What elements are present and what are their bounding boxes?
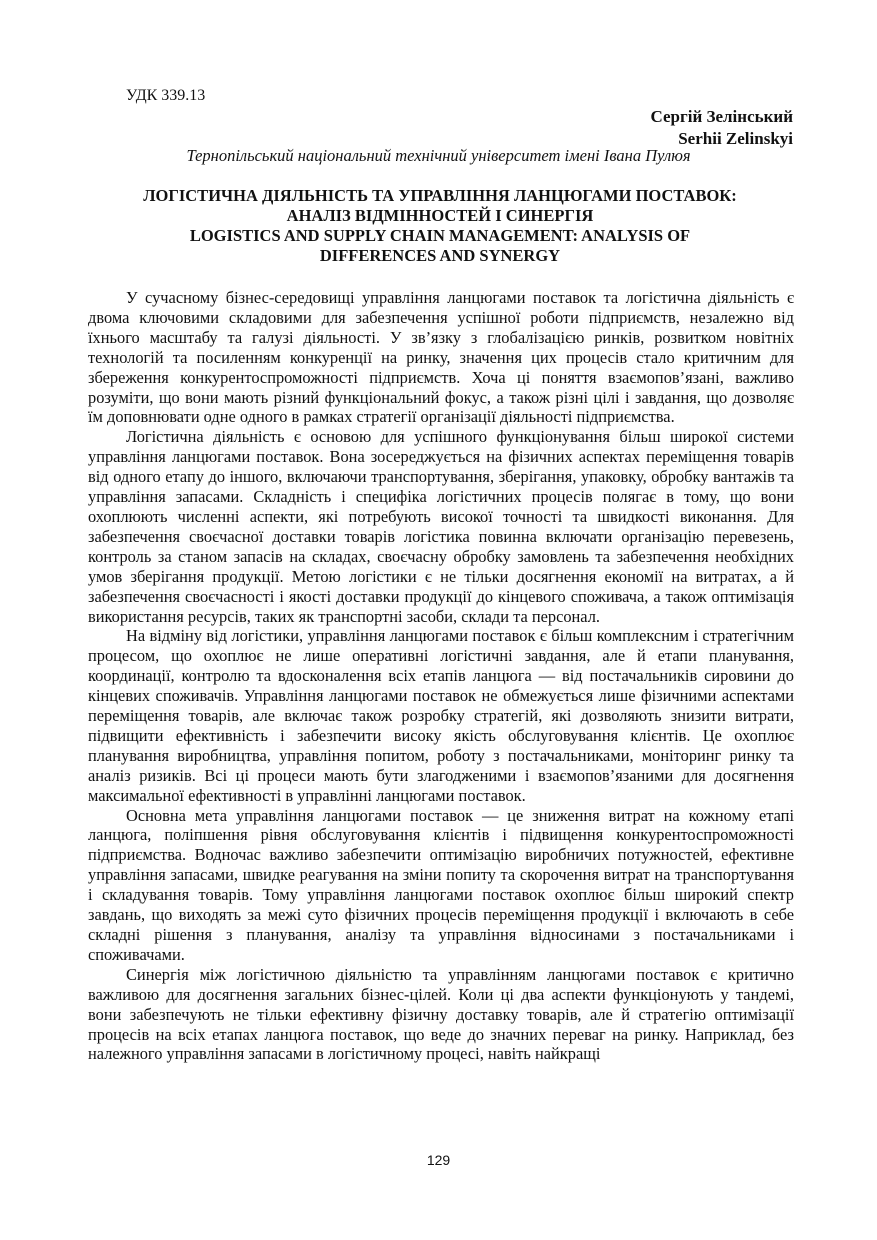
body-paragraph-2: Логістична діяльність є основою для успішного функціонування більш широкої системи управління ланцюгами поставок. Вона зосереджується на фізичних аспектах переміщення товарів від одного етапу до іншого, включаючи транспортування, зберігання, упаковку, обробку вантажів та управління запасами. Складність і специфіка логістичних процесів полягає в тому, що вони охоплюють численні аспекти, які потребують високої точності та швидкості виконання. Для забезпечення своєчасної доставки товарів логістика повинна включати організацію перевезень, контроль за станом запасів на складах, своєчасну обробку замовлень та забезпечення необхідних умов зберігання продукції. Метою логістики є не тільки досягнення економії на витратах, а й забезпечення своєчасності і якості доставки продукції до кінцевого споживача, а також оптимізація використання ресурсів, таких як транспортні засоби, склади та персонал. bbox=[88, 427, 794, 626]
title-line-2: АНАЛІЗ ВІДМІННОСТЕЙ І СИНЕРГІЯ bbox=[286, 206, 594, 225]
body-paragraph-4: Основна мета управління ланцюгами поставок — це зниження витрат на кожному етапі ланцюга, поліпшення рівня обслуговування клієнтів і підвищення конкурентоспроможності підприємства. Водночас важливо забезпечити оптимізацію виробничих потужностей, ефективне управління запасами, швидке реагування на зміни попиту та скорочення витрат на транспортування і складування товарів. Тому управління ланцюгами поставок охоплює більш широкий спектр завдань, що виходять за межі суто фізичних процесів переміщення продукції і включають в себе складні рішення з планування, аналізу та управління відносинами з постачальниками і споживачами. bbox=[88, 805, 794, 964]
author-name-english: Serhii Zelinskyi bbox=[678, 129, 793, 148]
page-number: 129 bbox=[426, 1152, 451, 1168]
author-affiliation: Тернопільський національний технічний університет імені Івана Пулюя bbox=[186, 146, 691, 165]
author-name-ukrainian: Сергій Зелінський bbox=[650, 107, 793, 126]
body-paragraph-5: Синергія між логістичною діяльністю та управлінням ланцюгами поставок є критично важливою для досягнення загальних бізнес-цілей. Коли ці два аспекти функціонують у тандемі, вони забезпечують не тільки ефективну фізичну доставку товарів, але й стратегію оптимізації процесів на всіх етапах ланцюга поставок, що веде до значних переваг на ринку. Наприклад, без належного управління запасами в логістичному процесі, навіть найкращі bbox=[88, 964, 794, 1064]
article-title bbox=[90, 186, 790, 266]
title-line-1: ЛОГІСТИЧНА ДІЯЛЬНІСТЬ ТА УПРАВЛІННЯ ЛАНЦЮГАМИ ПОСТАВОК: bbox=[143, 186, 737, 205]
title-line-4: DIFFERENCES AND SYNERGY bbox=[319, 246, 561, 265]
author-block bbox=[651, 106, 793, 150]
udc-code: УДК 339.13 bbox=[126, 87, 206, 104]
body-paragraph-3: На відміну від логістики, управління ланцюгами поставок є більш комплексним і стратегічним процесом, що охоплює не лише оперативні логістичні завдання, але й етапи планування, координації, контролю та вдосконалення всіх етапів ланцюга — від постачальників сировини до кінцевих споживачів. Управління ланцюгами поставок не обмежується лише фізичними аспектами переміщення товарів, але включає також розробку стратегій, які дозволяють знизити витрати, підвищити ефективність і забезпечити високу якість обслуговування клієнтів. Це охоплює планування виробництва, управління попитом, роботу з постачальниками, моніторинг ринку та аналіз ризиків. Всі ці процеси мають бути злагодженими і взаємопов’язаними для досягнення максимальної ефективності в управлінні ланцюгами поставок. bbox=[88, 626, 794, 805]
body-paragraph-1: У сучасному бізнес-середовищі управління ланцюгами поставок та логістична діяльність є двома ключовими складовими для забезпечення успішної роботи підприємств, незалежно від їхнього масштабу та галузі діяльності. У зв’язку з глобалізацією ринків, розвитком новітніх технологій та посиленням конкуренції на ринку, значення цих процесів стало критичним для збереження конкурентоспроможності підприємств. Хоча ці поняття взаємопов’язані, важливо розуміти, що вони мають різний функціональний фокус, а також різні цілі і завдання, що дозволяє їм доповнювати одне одного в рамках стратегії організації діяльності підприємства. bbox=[88, 288, 794, 427]
article-body bbox=[88, 288, 794, 1064]
title-line-3: LOGISTICS AND SUPPLY CHAIN MANAGEMENT: ANALYSIS OF bbox=[189, 226, 691, 245]
